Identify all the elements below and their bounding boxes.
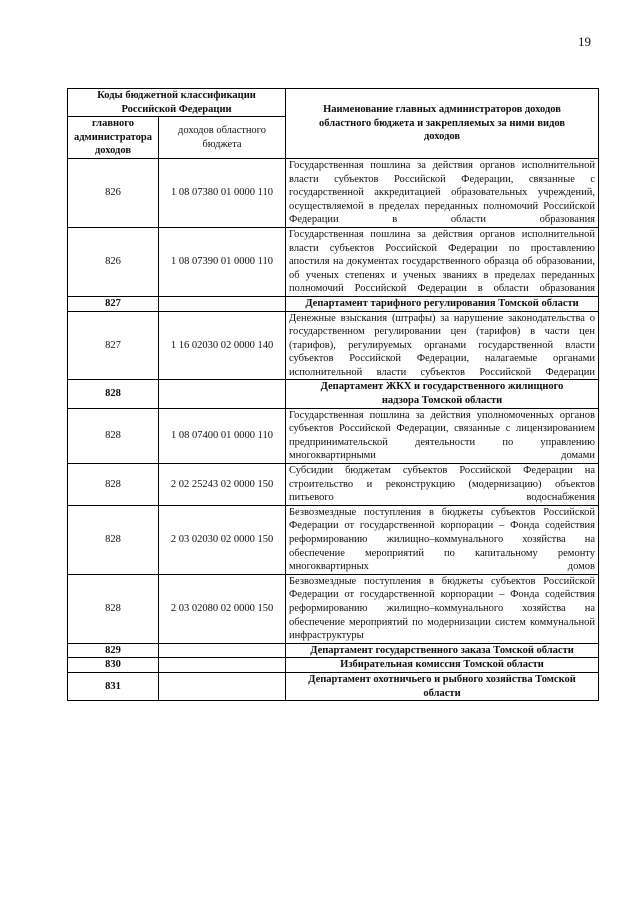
income-description-cell: Безвозмездные поступления в бюджеты субъектов Российской Федерации от государственной корпорации – Фонда содействия реформированию жилищно–коммунального хозяйства на обеспечение мероприятий по модернизации систем коммунальной инфраструктуры	[286, 574, 599, 643]
department-row	[68, 658, 599, 673]
revenue-administrators-table	[67, 88, 599, 701]
admin-code-cell: 829	[68, 643, 159, 658]
income-description-cell: Государственная пошлина за действия органов исполнительной власти субъектов Российской Федерации по проставлению апостиля на документах государственного образца об образовании, об ученых степенях и ученых званиях в пределах переданных полномочий Российской Федерации в области образования	[286, 227, 599, 296]
income-description-cell: Государственная пошлина за действия уполномоченных органов субъектов Российской Федерации, связанные с лицензированием предпринимательской деятельности по управлению многоквартирными домами	[286, 408, 599, 463]
department-row	[68, 672, 599, 700]
admin-code-cell: 826	[68, 158, 159, 227]
department-name-cell: Избирательная комиссия Томской области	[286, 658, 599, 673]
income-code-cell	[159, 296, 286, 311]
admin-code-cell: 828	[68, 380, 159, 408]
table-row	[68, 227, 599, 296]
department-name-cell: Департамент государственного заказа Томской области	[286, 643, 599, 658]
income-description-cell: Денежные взыскания (штрафы) за нарушение законодательства о государственном регулировании цен (тарифов) в части цен (тарифов), регулируемых органами государственной власти субъектов Российской Федерации, налагаемые органами исполнительной власти субъектов Российской Федерации	[286, 311, 599, 380]
admin-code-cell: 828	[68, 505, 159, 574]
income-description-cell: Безвозмездные поступления в бюджеты субъектов Российской Федерации от государственной корпорации – Фонда содействия реформированию жилищно–коммунального хозяйства на обеспечение мероприятий по капитальному ремонту многоквартирных домов	[286, 505, 599, 574]
department-name-cell: Департамент ЖКХ и государственного жилищного надзора Томской области	[286, 380, 599, 408]
department-row	[68, 643, 599, 658]
table-row	[68, 408, 599, 463]
names-header: Наименование главных администраторов доходов областного бюджета и закрепляемых за ними видов доходов	[286, 89, 599, 159]
admin-code-cell: 828	[68, 464, 159, 506]
admin-code-cell: 830	[68, 658, 159, 673]
admin-code-cell: 828	[68, 408, 159, 463]
table-body	[68, 158, 599, 700]
table-header-row	[68, 89, 599, 117]
department-name-cell: Департамент охотничьего и рыбного хозяйства Томской области	[286, 672, 599, 700]
codes-group-header: Коды бюджетной классификации Российской Федерации	[68, 89, 286, 117]
department-row	[68, 380, 599, 408]
income-code-header: доходов областного бюджета	[159, 117, 286, 159]
income-code-cell	[159, 658, 286, 673]
department-name-cell: Департамент тарифного регулирования Томской области	[286, 296, 599, 311]
admin-code-cell: 827	[68, 311, 159, 380]
admin-code-header: главного администратора доходов	[68, 117, 159, 159]
table-row	[68, 505, 599, 574]
admin-code-cell: 827	[68, 296, 159, 311]
department-row	[68, 296, 599, 311]
income-description-cell: Субсидии бюджетам субъектов Российской Федерации на строительство и реконструкцию (модернизацию) объектов питьевого водоснабжения	[286, 464, 599, 506]
admin-code-cell: 828	[68, 574, 159, 643]
income-code-cell: 2 03 02080 02 0000 150	[159, 574, 286, 643]
income-code-cell: 1 08 07380 01 0000 110	[159, 158, 286, 227]
income-code-cell: 1 08 07400 01 0000 110	[159, 408, 286, 463]
table-row	[68, 311, 599, 380]
income-code-cell	[159, 380, 286, 408]
page-number: 19	[578, 34, 591, 49]
income-code-cell	[159, 672, 286, 700]
admin-code-cell: 831	[68, 672, 159, 700]
table-row	[68, 158, 599, 227]
admin-code-cell: 826	[68, 227, 159, 296]
income-code-cell: 2 03 02030 02 0000 150	[159, 505, 286, 574]
income-code-cell: 2 02 25243 02 0000 150	[159, 464, 286, 506]
table-row	[68, 464, 599, 506]
table-row	[68, 574, 599, 643]
income-description-cell: Государственная пошлина за действия органов исполнительной власти субъектов Российской Федерации, связанные с государственной аккредитацией образовательных учреждений, осуществляемой в пределах переданных полномочий Российской Федерации в области образования	[286, 158, 599, 227]
income-code-cell: 1 16 02030 02 0000 140	[159, 311, 286, 380]
income-code-cell: 1 08 07390 01 0000 110	[159, 227, 286, 296]
income-code-cell	[159, 643, 286, 658]
